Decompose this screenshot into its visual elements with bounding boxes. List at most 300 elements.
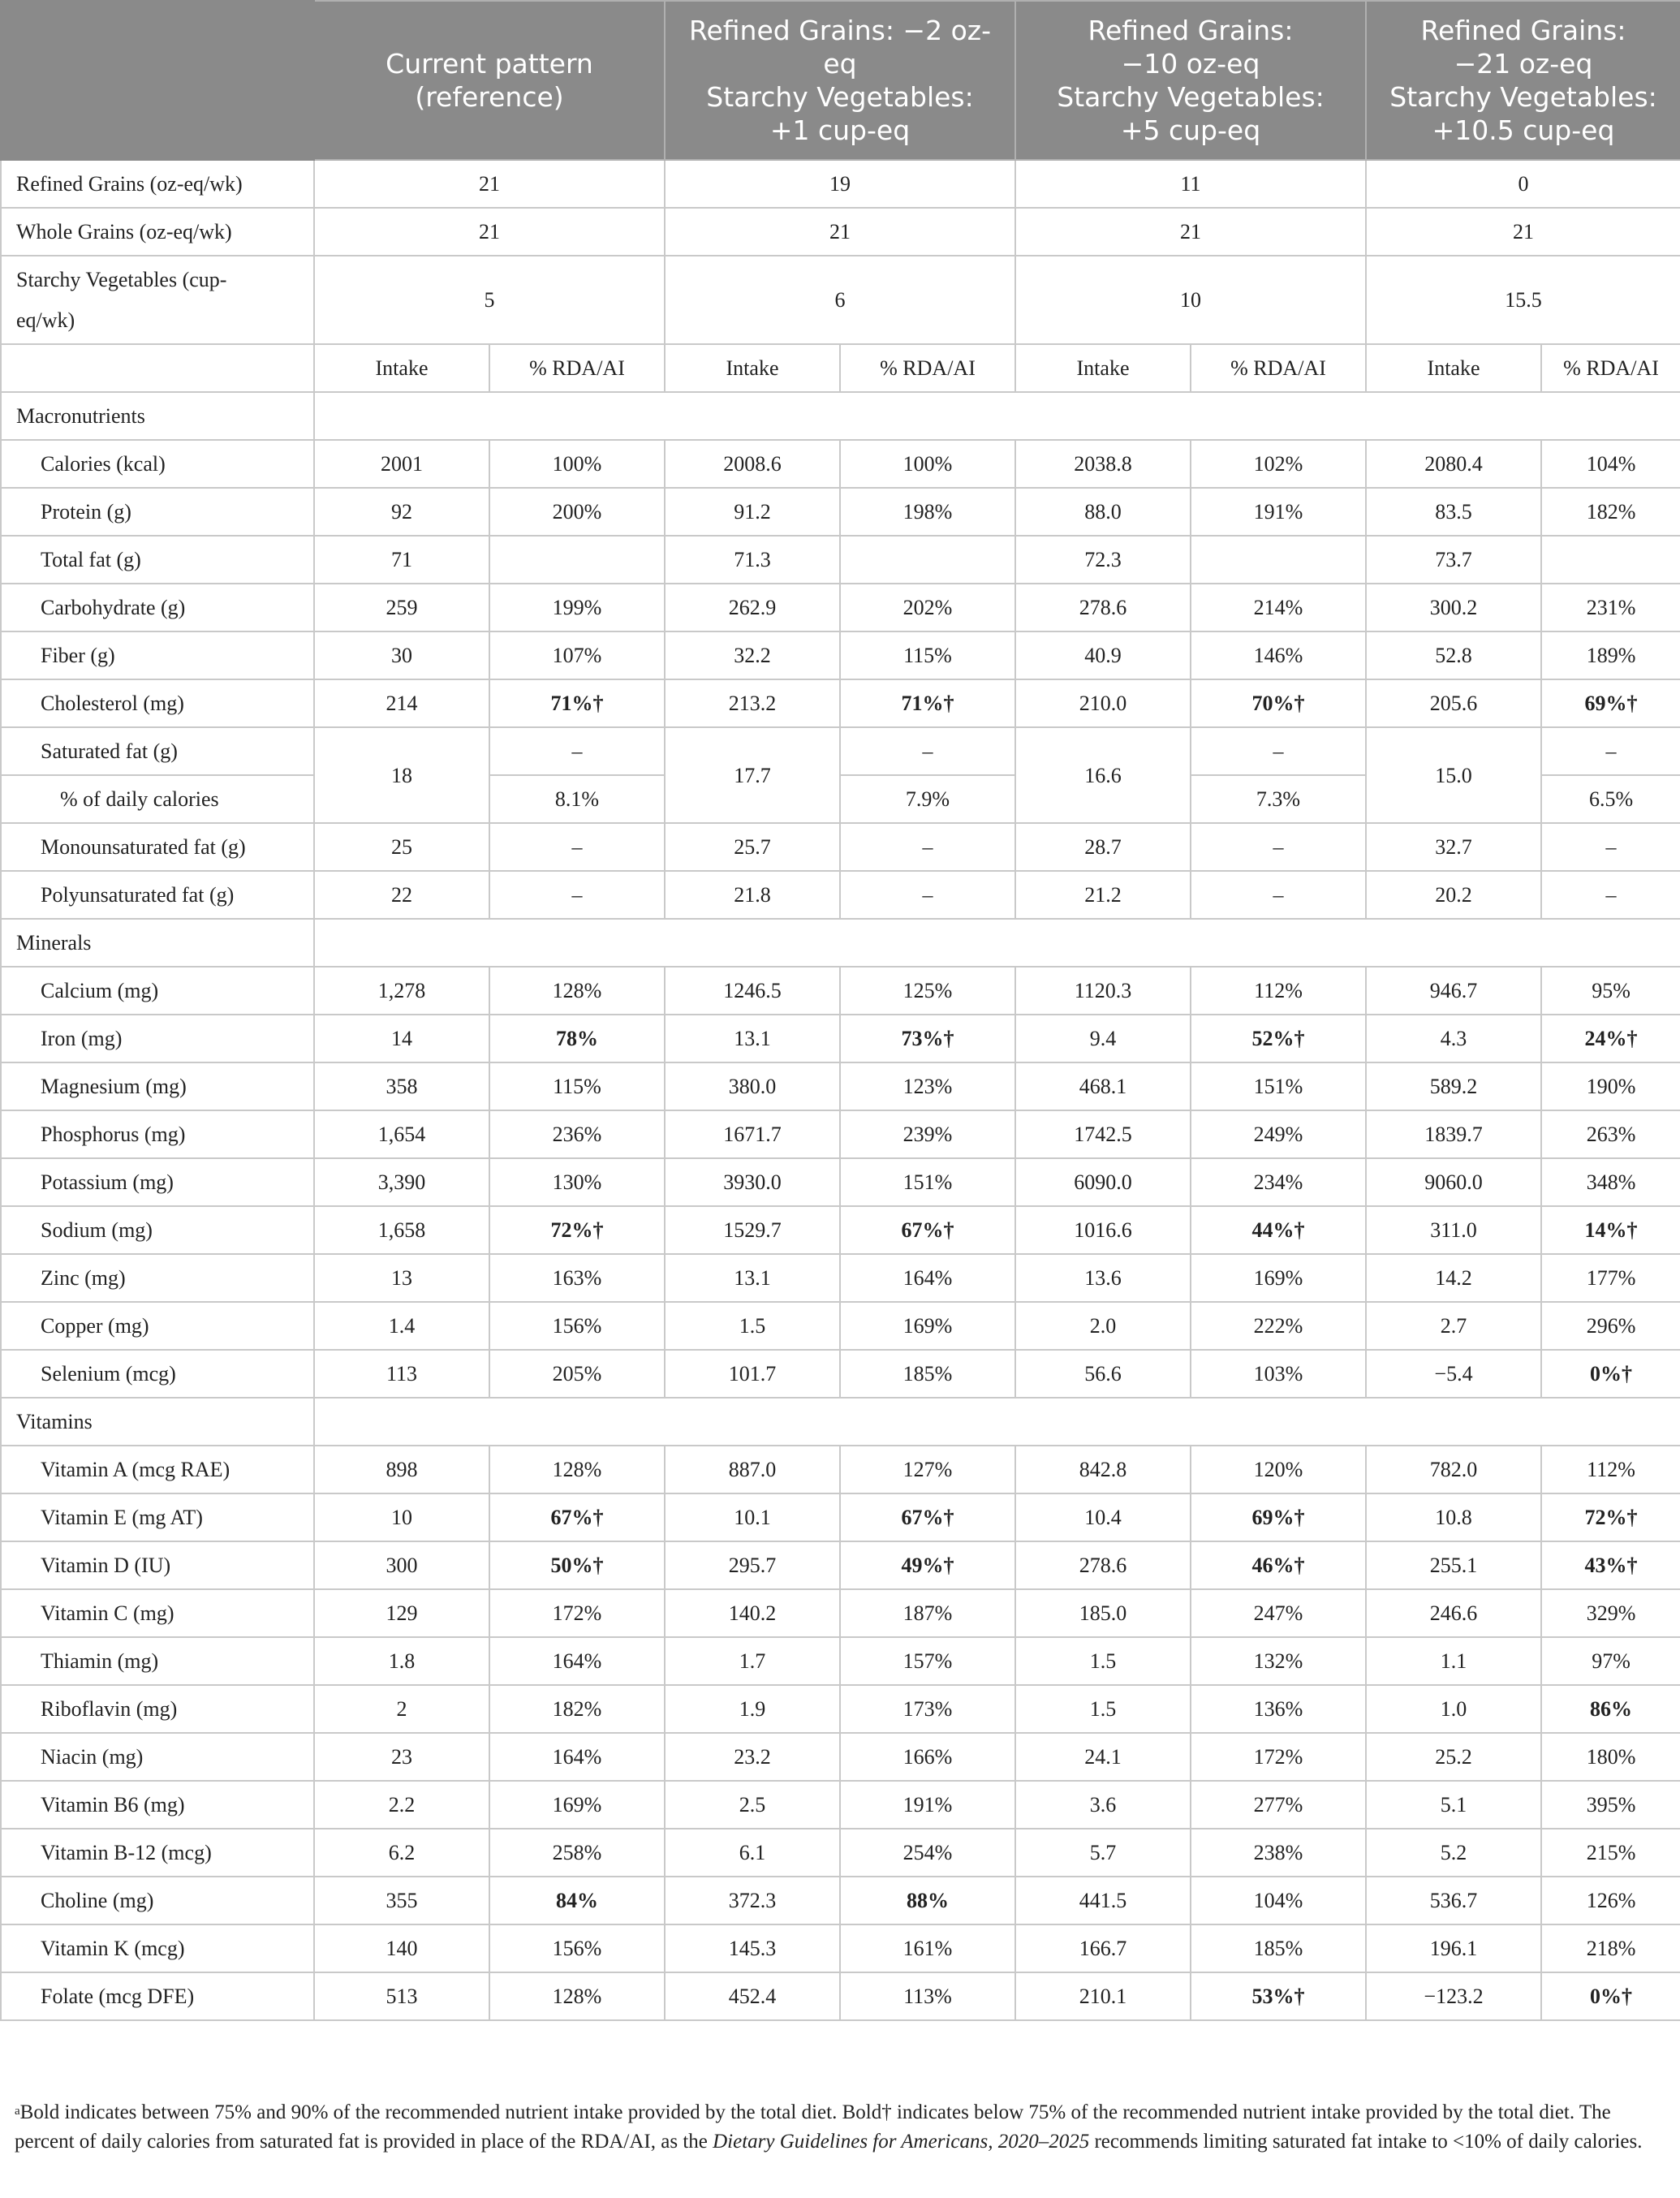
rda-value: 249% (1191, 1110, 1366, 1158)
bold-rda-value: 71%† (901, 692, 954, 715)
rda-value: 173% (840, 1685, 1015, 1733)
intake-value: 23.2 (665, 1733, 840, 1781)
rda-value: 214% (1191, 584, 1366, 631)
intake-value: 259 (314, 584, 489, 631)
intake-value: 210.0 (1015, 679, 1191, 727)
rda-value: 180% (1541, 1733, 1680, 1781)
food-group-value: 11 (1015, 160, 1366, 208)
rda-value (1191, 1015, 1366, 1062)
intake-value: 1.7 (665, 1637, 840, 1685)
rda-value (1191, 1493, 1366, 1541)
rda-value: 190% (1541, 1062, 1680, 1110)
rda-value: 128% (489, 967, 665, 1015)
nutrient-label: Calcium (mg) (1, 967, 314, 1015)
intake-value: 28.7 (1015, 823, 1191, 871)
header-line: (reference) (415, 81, 564, 113)
nutrient-row (1, 1350, 1680, 1398)
intake-value: 25.7 (665, 823, 840, 871)
intake-value: 2.0 (1015, 1302, 1191, 1350)
rda-value: 115% (489, 1062, 665, 1110)
bold-rda-value: 0%† (1590, 1362, 1633, 1386)
nutrient-row (1, 440, 1680, 488)
bold-rda-value: 24%† (1584, 1027, 1638, 1050)
header-scenario-1 (665, 1, 1015, 160)
bold-rda-value: 67%† (550, 1506, 604, 1529)
nutrient-row (1, 1685, 1680, 1733)
rda-value: 107% (489, 631, 665, 679)
rda-value: – (1541, 727, 1680, 775)
intake-value: 15.0 (1366, 727, 1541, 823)
nutrient-label: Thiamin (mg) (1, 1637, 314, 1685)
rda-value: 177% (1541, 1254, 1680, 1302)
nutrient-label: Fiber (g) (1, 631, 314, 679)
intake-value: 145.3 (665, 1924, 840, 1972)
intake-value: −5.4 (1366, 1350, 1541, 1398)
intake-value: 10 (314, 1493, 489, 1541)
rda-value: 112% (1541, 1446, 1680, 1493)
nutrient-row (1, 1015, 1680, 1062)
nutrient-label: Vitamin B-12 (mcg) (1, 1829, 314, 1877)
rda-value: 239% (840, 1110, 1015, 1158)
intake-value: 3,390 (314, 1158, 489, 1206)
rda-value: 123% (840, 1062, 1015, 1110)
rda-value: 104% (1191, 1877, 1366, 1924)
rda-value (1191, 679, 1366, 727)
percent-calories-value: 7.3% (1191, 775, 1366, 823)
rda-value (1541, 679, 1680, 727)
nutrient-row (1, 488, 1680, 536)
rda-value: 247% (1191, 1589, 1366, 1637)
section-header-row (1, 392, 1680, 440)
rda-value (1541, 1493, 1680, 1541)
nutrient-label: Choline (mg) (1, 1877, 314, 1924)
subheader-rda: % RDA/AI (840, 344, 1015, 392)
rda-value: 128% (489, 1446, 665, 1493)
rda-value: 329% (1541, 1589, 1680, 1637)
food-group-value: 0 (1366, 160, 1680, 208)
food-group-value: 21 (1015, 208, 1366, 256)
nutrient-label: Vitamin K (mcg) (1, 1924, 314, 1972)
nutrient-label: Niacin (mg) (1, 1733, 314, 1781)
rda-value: 136% (1191, 1685, 1366, 1733)
intake-value: 2008.6 (665, 440, 840, 488)
rda-value: – (1191, 871, 1366, 919)
section-title: Vitamins (1, 1398, 314, 1446)
intake-value: 92 (314, 488, 489, 536)
intake-value: 311.0 (1366, 1206, 1541, 1254)
row-label-text: Starchy Vegetables (cup-eq/wk) (16, 267, 227, 332)
nutrient-row (1, 1302, 1680, 1350)
intake-value: 5.2 (1366, 1829, 1541, 1877)
rda-value (840, 1877, 1015, 1924)
rda-value: 172% (1191, 1733, 1366, 1781)
intake-value: 4.3 (1366, 1015, 1541, 1062)
intake-value: 452.4 (665, 1972, 840, 2020)
subheader-rda: % RDA/AI (489, 344, 665, 392)
intake-value: 9060.0 (1366, 1158, 1541, 1206)
rda-value (1541, 536, 1680, 584)
rda-value: 164% (489, 1637, 665, 1685)
intake-value: 2 (314, 1685, 489, 1733)
header-line: −21 oz-eq (1454, 48, 1593, 80)
rda-value: 156% (489, 1302, 665, 1350)
nutrient-row (1, 1541, 1680, 1589)
intake-value: 1742.5 (1015, 1110, 1191, 1158)
intake-value: 13.1 (665, 1254, 840, 1302)
footnote (15, 2098, 1662, 2157)
nutrient-label: Potassium (mg) (1, 1158, 314, 1206)
rda-value (489, 1493, 665, 1541)
intake-value: 10.4 (1015, 1493, 1191, 1541)
bold-rda-value: 86% (1590, 1697, 1633, 1721)
intake-value: 52.8 (1366, 631, 1541, 679)
nutrient-row (1, 1924, 1680, 1972)
rda-value: 103% (1191, 1350, 1366, 1398)
rda-value: 258% (489, 1829, 665, 1877)
rda-value (1541, 1206, 1680, 1254)
intake-value: 9.4 (1015, 1015, 1191, 1062)
header-blank (1, 1, 314, 160)
intake-value: 1671.7 (665, 1110, 840, 1158)
food-group-row (1, 208, 1680, 256)
intake-value: 22 (314, 871, 489, 919)
intake-value: 71.3 (665, 536, 840, 584)
intake-value: 13.1 (665, 1015, 840, 1062)
rda-value: 128% (489, 1972, 665, 2020)
rda-value: 97% (1541, 1637, 1680, 1685)
intake-value: 210.1 (1015, 1972, 1191, 2020)
rda-value: 236% (489, 1110, 665, 1158)
nutrient-row (1, 967, 1680, 1015)
intake-value: 1246.5 (665, 967, 840, 1015)
rda-value: – (1191, 727, 1366, 775)
table-body (1, 160, 1680, 2020)
rda-value (489, 1541, 665, 1589)
intake-value: 2.7 (1366, 1302, 1541, 1350)
intake-value: 23 (314, 1733, 489, 1781)
rda-value (1191, 536, 1366, 584)
intake-value: 898 (314, 1446, 489, 1493)
rda-value: 277% (1191, 1781, 1366, 1829)
intake-value: 946.7 (1366, 967, 1541, 1015)
rda-value (1541, 1685, 1680, 1733)
bold-rda-value: 67%† (901, 1506, 954, 1529)
rda-value: 185% (1191, 1924, 1366, 1972)
rda-value: 218% (1541, 1924, 1680, 1972)
rda-value (489, 536, 665, 584)
nutrient-row (1, 1110, 1680, 1158)
subheader-rda: % RDA/AI (1541, 344, 1680, 392)
nutrient-row (1, 1206, 1680, 1254)
rda-value (840, 1206, 1015, 1254)
rda-value (489, 679, 665, 727)
row-label: Refined Grains (oz-eq/wk) (1, 160, 314, 208)
subheader-intake: Intake (665, 344, 840, 392)
intake-value: 2.2 (314, 1781, 489, 1829)
intake-value: 300.2 (1366, 584, 1541, 631)
rda-value: 169% (489, 1781, 665, 1829)
rda-value (1191, 1206, 1366, 1254)
intake-value: 196.1 (1366, 1924, 1541, 1972)
rda-value: 130% (489, 1158, 665, 1206)
header-line: Refined Grains: −2 oz- (689, 15, 991, 46)
bold-rda-value: 69%† (1584, 692, 1638, 715)
rda-value: 231% (1541, 584, 1680, 631)
intake-value: 468.1 (1015, 1062, 1191, 1110)
intake-value: 25 (314, 823, 489, 871)
nutrient-row (1, 1493, 1680, 1541)
intake-value: 10.1 (665, 1493, 840, 1541)
bold-rda-value: 84% (556, 1889, 598, 1912)
rda-value: – (1541, 871, 1680, 919)
intake-value: 2.5 (665, 1781, 840, 1829)
rda-value: – (489, 871, 665, 919)
rda-value: 169% (1191, 1254, 1366, 1302)
rda-value: 189% (1541, 631, 1680, 679)
intake-value: 88.0 (1015, 488, 1191, 536)
intake-value: 166.7 (1015, 1924, 1191, 1972)
rda-value (840, 536, 1015, 584)
food-group-value: 15.5 (1366, 256, 1680, 344)
bold-rda-value: 88% (907, 1889, 949, 1912)
subheader-intake: Intake (1366, 344, 1541, 392)
section-header-row (1, 919, 1680, 967)
rda-value: – (489, 727, 665, 775)
nutrient-label: Vitamin D (IU) (1, 1541, 314, 1589)
rda-value (489, 1877, 665, 1924)
rda-value: 151% (1191, 1062, 1366, 1110)
rda-value: 127% (840, 1446, 1015, 1493)
rda-value: 205% (489, 1350, 665, 1398)
intake-value: 73.7 (1366, 536, 1541, 584)
section-blank (314, 392, 1680, 440)
intake-value: 6090.0 (1015, 1158, 1191, 1206)
intake-value: 536.7 (1366, 1877, 1541, 1924)
rda-value: – (1541, 823, 1680, 871)
bold-rda-value: 72%† (1584, 1506, 1638, 1529)
intake-value: 2038.8 (1015, 440, 1191, 488)
bold-rda-value: 46%† (1251, 1554, 1305, 1577)
nutrient-row (1, 1254, 1680, 1302)
rda-value: – (1191, 823, 1366, 871)
intake-value: 782.0 (1366, 1446, 1541, 1493)
rda-value: 191% (840, 1781, 1015, 1829)
intake-value: 24.1 (1015, 1733, 1191, 1781)
nutrient-label: Selenium (mcg) (1, 1350, 314, 1398)
intake-value: 1120.3 (1015, 967, 1191, 1015)
intake-value: 1.5 (1015, 1685, 1191, 1733)
intake-value: 358 (314, 1062, 489, 1110)
intake-value: 40.9 (1015, 631, 1191, 679)
intake-value: 300 (314, 1541, 489, 1589)
nutrient-label: Zinc (mg) (1, 1254, 314, 1302)
bold-rda-value: 53%† (1251, 1985, 1305, 2008)
rda-value (1541, 1972, 1680, 2020)
footnote-text-2: recommends limiting saturated fat intake to <10% of daily calories. (1089, 2131, 1643, 2153)
intake-value: 32.2 (665, 631, 840, 679)
nutrient-row (1, 679, 1680, 727)
intake-value: 30 (314, 631, 489, 679)
intake-value: 262.9 (665, 584, 840, 631)
intake-value: 14 (314, 1015, 489, 1062)
header-current-pattern (314, 1, 665, 160)
intake-value: 113 (314, 1350, 489, 1398)
rda-value (1541, 1015, 1680, 1062)
nutrient-row (1, 536, 1680, 584)
intake-value: 1.5 (1015, 1637, 1191, 1685)
intake-value: 6.1 (665, 1829, 840, 1877)
intake-value: 246.6 (1366, 1589, 1541, 1637)
subheader-rda: % RDA/AI (1191, 344, 1366, 392)
intake-value: 842.8 (1015, 1446, 1191, 1493)
header-line: eq (823, 48, 857, 80)
subheader-intake: Intake (1015, 344, 1191, 392)
intake-value: 10.8 (1366, 1493, 1541, 1541)
header-line: +5 cup-eq (1120, 114, 1261, 146)
rda-value (840, 1015, 1015, 1062)
rda-value: 120% (1191, 1446, 1366, 1493)
nutrient-label: Polyunsaturated fat (g) (1, 871, 314, 919)
nutrient-label: Carbohydrate (g) (1, 584, 314, 631)
rda-value: 146% (1191, 631, 1366, 679)
rda-value: 296% (1541, 1302, 1680, 1350)
rda-value: 151% (840, 1158, 1015, 1206)
bold-rda-value: 49%† (901, 1554, 954, 1577)
rda-value: 234% (1191, 1158, 1366, 1206)
intake-value: 2001 (314, 440, 489, 488)
intake-value: 1.4 (314, 1302, 489, 1350)
row-label: Whole Grains (oz-eq/wk) (1, 208, 314, 256)
intake-value: 13 (314, 1254, 489, 1302)
rda-value: 132% (1191, 1637, 1366, 1685)
percent-calories-value: 6.5% (1541, 775, 1680, 823)
nutrient-row (1, 1972, 1680, 2020)
food-group-row (1, 160, 1680, 208)
intake-value: 21.2 (1015, 871, 1191, 919)
bold-rda-value: 72%† (550, 1218, 604, 1242)
rda-value: 95% (1541, 967, 1680, 1015)
bold-rda-value: 69%† (1251, 1506, 1305, 1529)
rda-value: 182% (489, 1685, 665, 1733)
nutrient-row (1, 871, 1680, 919)
rda-value: 185% (840, 1350, 1015, 1398)
rda-value: 215% (1541, 1829, 1680, 1877)
food-group-value: 5 (314, 256, 665, 344)
intake-value: 1839.7 (1366, 1110, 1541, 1158)
section-blank (314, 919, 1680, 967)
section-title: Minerals (1, 919, 314, 967)
intake-value: 1.8 (314, 1637, 489, 1685)
nutrient-label: Copper (mg) (1, 1302, 314, 1350)
header-line: +10.5 cup-eq (1432, 114, 1615, 146)
rda-value: 100% (489, 440, 665, 488)
intake-value: 513 (314, 1972, 489, 2020)
nutrient-label: Riboflavin (mg) (1, 1685, 314, 1733)
intake-value: 140.2 (665, 1589, 840, 1637)
intake-value: 255.1 (1366, 1541, 1541, 1589)
nutrient-row (1, 1637, 1680, 1685)
intake-value: 5.1 (1366, 1781, 1541, 1829)
percent-calories-value: 7.9% (840, 775, 1015, 823)
bold-rda-value: 73%† (901, 1027, 954, 1050)
food-group-row (1, 256, 1680, 344)
food-group-value: 21 (665, 208, 1015, 256)
nutrient-label: Vitamin B6 (mg) (1, 1781, 314, 1829)
rda-value: 102% (1191, 440, 1366, 488)
rda-value (1541, 1541, 1680, 1589)
bold-rda-value: 78% (556, 1027, 598, 1050)
bold-rda-value: 67%† (901, 1218, 954, 1242)
header-scenario-3 (1366, 1, 1680, 160)
nutrient-label: Vitamin A (mcg RAE) (1, 1446, 314, 1493)
intake-value: 1.9 (665, 1685, 840, 1733)
intake-value: 441.5 (1015, 1877, 1191, 1924)
intake-value: −123.2 (1366, 1972, 1541, 2020)
footnote-italic-title: Dietary Guidelines for Americans, 2020–2025 (713, 2131, 1090, 2153)
nutrient-row (1, 823, 1680, 871)
nutrient-sublabel: % of daily calories (1, 775, 314, 823)
intake-value: 1.0 (1366, 1685, 1541, 1733)
rda-value: 199% (489, 584, 665, 631)
intake-value: 887.0 (665, 1446, 840, 1493)
intake-value: 1.5 (665, 1302, 840, 1350)
nutrient-label: Monounsaturated fat (g) (1, 823, 314, 871)
food-group-value: 10 (1015, 256, 1366, 344)
rda-value: 202% (840, 584, 1015, 631)
header-line: +1 cup-eq (769, 114, 911, 146)
rda-value (840, 679, 1015, 727)
nutrient-row (1, 1062, 1680, 1110)
rda-value: 164% (840, 1254, 1015, 1302)
intake-value: 380.0 (665, 1062, 840, 1110)
intake-value: 355 (314, 1877, 489, 1924)
intake-value: 5.7 (1015, 1829, 1191, 1877)
intake-value: 185.0 (1015, 1589, 1191, 1637)
intake-value: 2080.4 (1366, 440, 1541, 488)
rda-value: 238% (1191, 1829, 1366, 1877)
intake-value: 91.2 (665, 488, 840, 536)
rda-value: 187% (840, 1589, 1015, 1637)
rda-value: – (840, 727, 1015, 775)
nutrient-label: Total fat (g) (1, 536, 314, 584)
rda-value: 172% (489, 1589, 665, 1637)
intake-value: 1529.7 (665, 1206, 840, 1254)
rda-value: 161% (840, 1924, 1015, 1972)
header-line: Refined Grains: (1088, 15, 1294, 46)
food-group-value: 21 (1366, 208, 1680, 256)
intake-value: 1.1 (1366, 1637, 1541, 1685)
nutrient-label: Phosphorus (mg) (1, 1110, 314, 1158)
header-line: Current pattern (386, 48, 593, 80)
intake-value: 32.7 (1366, 823, 1541, 871)
rda-value: 126% (1541, 1877, 1680, 1924)
bold-rda-value: 44%† (1251, 1218, 1305, 1242)
nutrient-label: Folate (mcg DFE) (1, 1972, 314, 2020)
nutrient-label: Saturated fat (g) (1, 727, 314, 775)
intake-value: 214 (314, 679, 489, 727)
rda-value: 198% (840, 488, 1015, 536)
rda-value (489, 1015, 665, 1062)
intake-value: 295.7 (665, 1541, 840, 1589)
rda-value (840, 1541, 1015, 1589)
rda-value: 125% (840, 967, 1015, 1015)
header-line: Refined Grains: (1420, 15, 1626, 46)
intake-value: 25.2 (1366, 1733, 1541, 1781)
rda-value: 166% (840, 1733, 1015, 1781)
rda-value: 348% (1541, 1158, 1680, 1206)
nutrient-label: Vitamin C (mg) (1, 1589, 314, 1637)
nutrient-label: Vitamin E (mg AT) (1, 1493, 314, 1541)
